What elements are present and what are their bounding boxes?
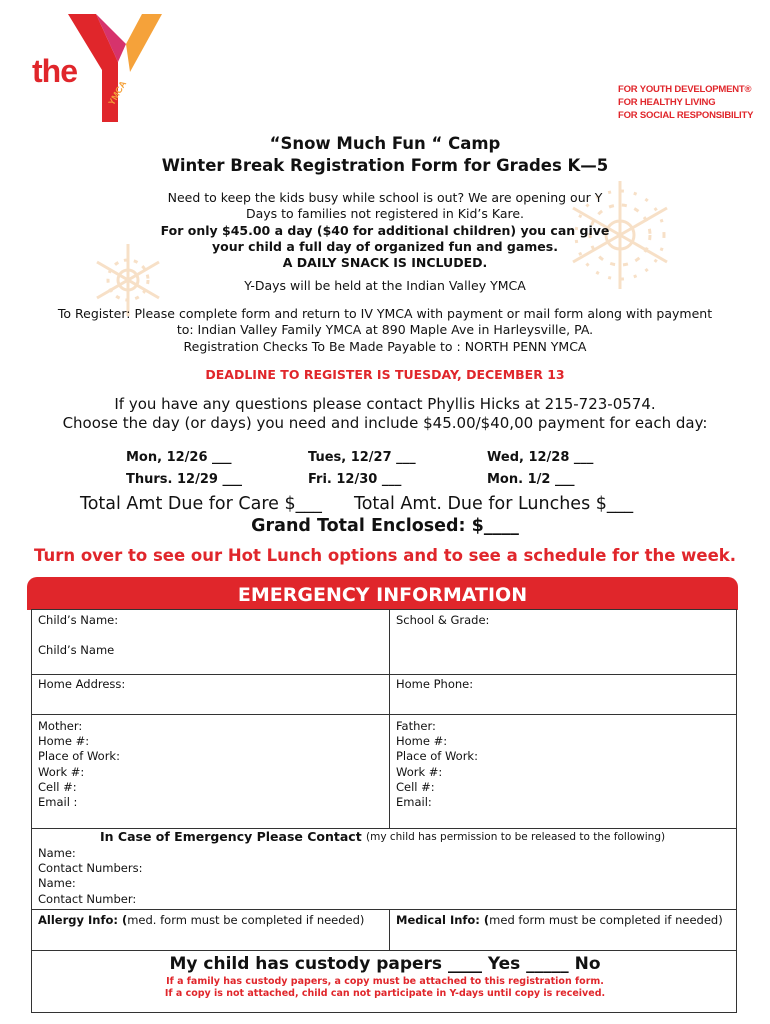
turn-over-note: Turn over to see our Hot Lunch options and to see a schedule for the week. [34, 546, 736, 565]
father-email-field[interactable]: Email: [396, 795, 432, 810]
form-title-line1: “Snow Much Fun “ Camp [269, 134, 501, 153]
grand-total[interactable]: Grand Total Enclosed: $____ [251, 516, 519, 536]
deadline: DEADLINE TO REGISTER IS TUESDAY, DECEMBER 13 [205, 367, 565, 382]
contact-name-field[interactable]: Name: [38, 846, 76, 860]
medical-label: Medical Info: ( [396, 913, 490, 927]
father-field[interactable]: Father: [396, 719, 436, 733]
ymca-logo-word: the [32, 53, 77, 89]
allergy-info-field[interactable] [38, 913, 364, 928]
day-option[interactable]: Tues, 12/27 ___ [308, 450, 416, 465]
total-care[interactable]: Total Amt Due for Care $___ [80, 494, 322, 514]
emergency-contact-note: (my child has permission to be released to the following) [366, 831, 666, 843]
emergency-contacts [38, 846, 142, 907]
mother-work-place-field[interactable]: Place of Work: [38, 749, 120, 764]
ymca-logo-mark-text: YMCA [106, 79, 129, 107]
day-option[interactable]: Mon, 12/26 ___ [126, 450, 232, 465]
day-option[interactable]: Thurs. 12/29 ___ [126, 472, 242, 487]
intro-price-line1: For only $45.00 a day ($40 for additional children) you can give [160, 223, 610, 238]
childs-name-field[interactable]: Child’s Name: [38, 613, 119, 627]
father-work-phone-field[interactable]: Work #: [396, 764, 443, 779]
father-home-field[interactable]: Home #: [396, 734, 448, 749]
mother-home-field[interactable]: Home #: [38, 734, 90, 749]
emergency-contact-heading: In Case of Emergency Please Contact [100, 829, 362, 844]
form-title-line2: Winter Break Registration Form for Grades K—5 [161, 156, 609, 175]
intro-price-line2: your child a full day of organized fun and games. [212, 239, 558, 254]
home-address-field[interactable]: Home Address: [38, 677, 126, 691]
total-lunches[interactable]: Total Amt. Due for Lunches $___ [354, 494, 634, 514]
father-work-place-field[interactable]: Place of Work: [396, 749, 478, 764]
father-cell-field[interactable]: Cell #: [396, 779, 435, 794]
register-line1: To Register: Please complete form and return to IV YMCA with payment or mail form along with payment [57, 306, 713, 321]
tagline-healthy: FOR HEALTHY LIVING [618, 97, 716, 108]
custody-note-2: If a copy is not attached, child can not participate in Y-days until copy is received. [164, 988, 606, 999]
contact-question: If you have any questions please contact Phyllis Hicks at 215-723-0574. [114, 395, 656, 413]
register-line3: Registration Checks To Be Made Payable to : NORTH PENN YMCA [183, 339, 587, 354]
tagline-social: FOR SOCIAL RESPONSIBILITY [618, 110, 754, 121]
tagline-youth: FOR YOUTH DEVELOPMENT® [618, 84, 752, 95]
mother-info [38, 719, 120, 810]
emergency-banner: EMERGENCY INFORMATION [27, 577, 738, 610]
contact-numbers-field[interactable]: Contact Numbers: [38, 861, 143, 876]
choose-days: Choose the day (or days) you need and include $45.00/$40,00 payment for each day: [62, 414, 708, 432]
childs-name-field-2[interactable]: Child’s Name [38, 643, 115, 657]
emergency-table [31, 609, 737, 1013]
day-option[interactable]: Wed, 12/28 ___ [487, 450, 594, 465]
mother-email-field[interactable]: Email : [38, 795, 78, 810]
contact-name-field[interactable]: Name: [38, 876, 76, 891]
mother-cell-field[interactable]: Cell #: [38, 779, 77, 794]
intro-snack: A DAILY SNACK IS INCLUDED. [282, 255, 488, 270]
allergy-label: Allergy Info: ( [38, 913, 128, 927]
intro-line1: Need to keep the kids busy while school is out? We are opening our Y [167, 190, 603, 205]
day-option[interactable]: Mon. 1/2 ___ [487, 472, 575, 487]
school-grade-field[interactable]: School & Grade: [396, 613, 490, 627]
medical-note: med form must be completed if needed) [489, 913, 723, 927]
custody-note-1: If a family has custody papers, a copy must be attached to this registration form. [166, 976, 604, 987]
custody-question[interactable]: My child has custody papers ____ Yes _____ No [169, 954, 601, 974]
register-line2: to: Indian Valley Family YMCA at 890 Maple Ave in Harleysville, PA. [176, 322, 594, 337]
allergy-note: med. form must be completed if needed) [127, 913, 365, 927]
day-option[interactable]: Fri. 12/30 ___ [308, 472, 402, 487]
mother-field[interactable]: Mother: [38, 719, 83, 733]
contact-number-field[interactable]: Contact Number: [38, 891, 137, 906]
intro-line2: Days to families not registered in Kid’s Kare. [245, 206, 525, 221]
home-phone-field[interactable]: Home Phone: [396, 677, 474, 691]
mother-work-phone-field[interactable]: Work #: [38, 764, 85, 779]
father-info [396, 719, 478, 810]
medical-info-field[interactable] [396, 913, 723, 928]
ymca-logo-mark [66, 10, 166, 130]
intro-location: Y-Days will be held at the Indian Valley YMCA [244, 278, 526, 293]
